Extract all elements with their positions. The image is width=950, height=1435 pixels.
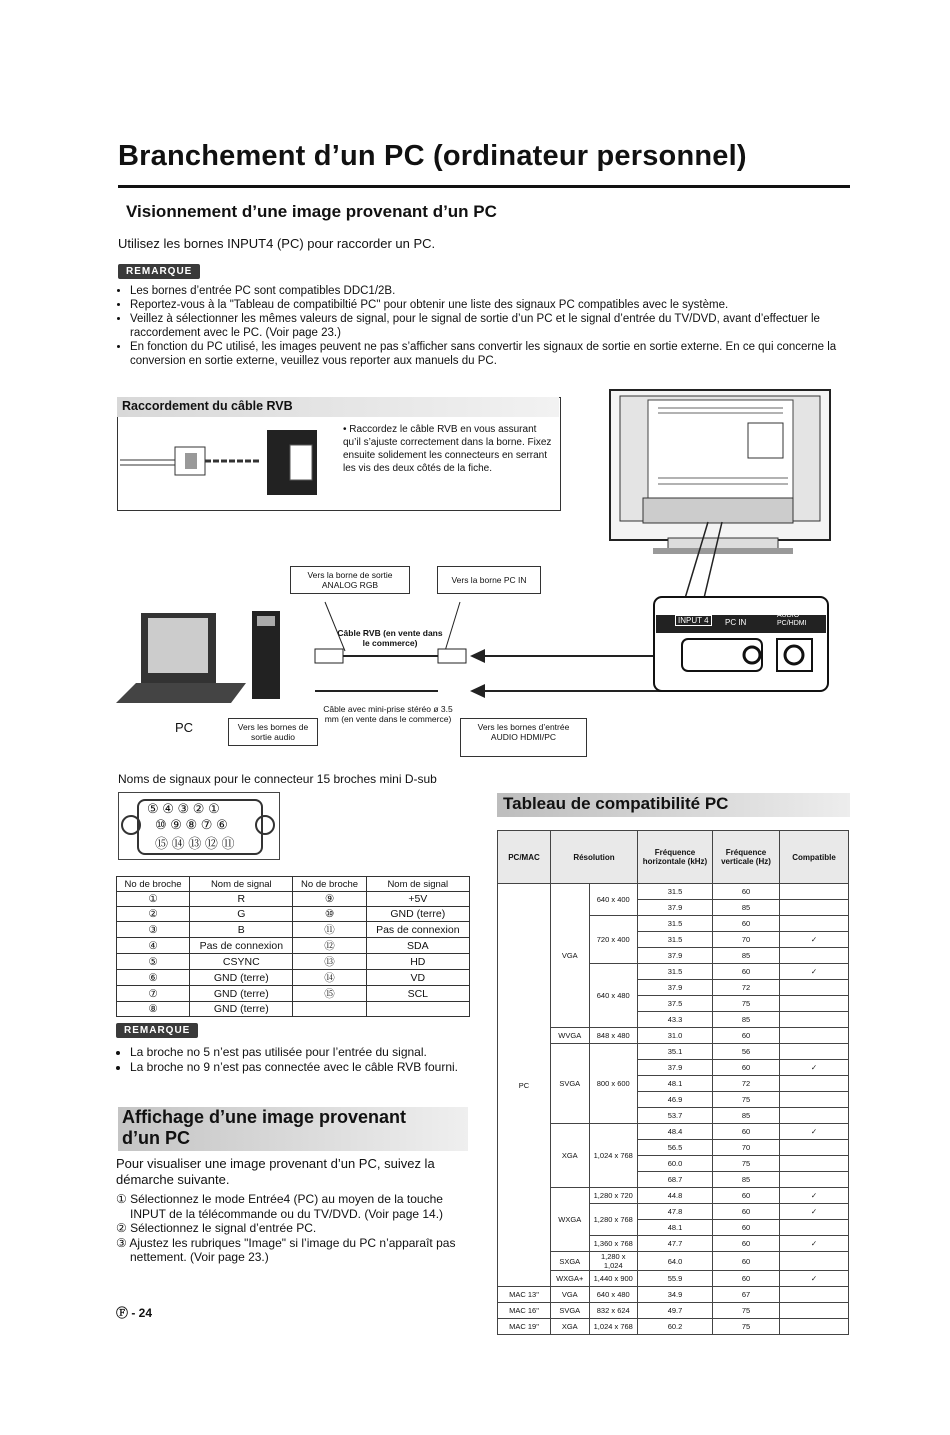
table-cell: ✓ (780, 932, 849, 948)
table-cell (780, 1303, 849, 1319)
table-cell: ⑮ (293, 986, 366, 1002)
table-cell: 1,360 x 768 (589, 1236, 638, 1252)
table-cell: 60 (713, 1252, 780, 1271)
table-cell: 37.9 (638, 980, 713, 996)
section-title: Visionnement d’une image provenant d’un PC (126, 202, 497, 221)
table-cell: +5V (366, 892, 469, 907)
table-cell: PC (498, 884, 551, 1287)
table-cell: VGA (551, 884, 590, 1028)
table-cell (780, 1319, 849, 1335)
table-cell (780, 1028, 849, 1044)
table-cell: 64.0 (638, 1252, 713, 1271)
table-cell: 43.3 (638, 1012, 713, 1028)
panel-pcin-label: PC IN (725, 618, 747, 627)
table-row (498, 884, 849, 900)
table-row (117, 986, 470, 1002)
header-cell: PC/MAC (498, 831, 551, 884)
header-cell: Nom de signal (190, 877, 293, 892)
table-cell: ① (117, 892, 190, 907)
table-cell: ⑪ (293, 922, 366, 938)
remarque-badge: REMARQUE (118, 264, 200, 279)
table-cell: 37.9 (638, 948, 713, 964)
table-cell: G (190, 907, 293, 922)
table-row (498, 1271, 849, 1287)
table-cell: 640 x 480 (589, 1287, 638, 1303)
table-cell: GND (terre) (366, 907, 469, 922)
affichage-steps (116, 1192, 476, 1265)
table-cell: 46.9 (638, 1092, 713, 1108)
table-cell: 56.5 (638, 1140, 713, 1156)
table-cell: ✓ (780, 1060, 849, 1076)
table-cell (780, 1172, 849, 1188)
table-cell: ⑩ (293, 907, 366, 922)
rvb-box-title: Raccordement du câble RVB (122, 399, 293, 413)
vga-plug-illustration (120, 425, 330, 500)
table-cell: ✓ (780, 1124, 849, 1140)
table-cell: HD (366, 954, 469, 970)
table-cell: 37.5 (638, 996, 713, 1012)
table-cell: 75 (713, 1156, 780, 1172)
table-cell (780, 996, 849, 1012)
note-item: • Veillez à sélectionner les mêmes valeurs de signal, pour le signal de sortie d’un PC et le signal d’entrée du TV/DVD, avant d’effectuer le raccordement avec le PC. (Voir page 23.) (130, 312, 870, 340)
table-cell: SCL (366, 986, 469, 1002)
table-cell: 85 (713, 948, 780, 964)
table-cell: 75 (713, 996, 780, 1012)
table-cell: 70 (713, 1140, 780, 1156)
compat-title: Tableau de compatibilité PC (503, 794, 729, 813)
table-cell: ⑧ (117, 1002, 190, 1017)
table-cell: 44.8 (638, 1188, 713, 1204)
table-cell: 75 (713, 1319, 780, 1335)
pc-illustration (116, 608, 286, 708)
header-cell: Nom de signal (366, 877, 469, 892)
table-cell: 31.5 (638, 932, 713, 948)
compat-table (497, 830, 849, 1335)
table-cell: 60 (713, 1204, 780, 1220)
label-pc-in: Vers la borne PC IN (437, 566, 541, 594)
pin-table-header (117, 877, 470, 892)
table-row (498, 1287, 849, 1303)
table-cell: 75 (713, 1303, 780, 1319)
table-cell: 60 (713, 1220, 780, 1236)
table-cell: 31.5 (638, 916, 713, 932)
table-cell (780, 1076, 849, 1092)
table-cell: ⑥ (117, 970, 190, 986)
table-cell (780, 1287, 849, 1303)
table-cell: 60 (713, 1060, 780, 1076)
table-cell: 60 (713, 964, 780, 980)
table-cell: 55.9 (638, 1271, 713, 1287)
compat-header-row (498, 831, 849, 884)
header-cell: No de broche (117, 877, 190, 892)
table-cell: 48.1 (638, 1076, 713, 1092)
table-cell: SVGA (551, 1303, 590, 1319)
cable-audio-label: Câble avec mini-prise stéréo ø 3.5 mm (en vente dans le commerce) (323, 704, 453, 724)
step-item: ① Sélectionnez le mode Entrée4 (PC) au moyen de la touche INPUT de la télécommande ou du TV/DVD. (Voir page 14.) (116, 1192, 444, 1221)
table-cell: ⑭ (293, 970, 366, 986)
table-cell: 60 (713, 916, 780, 932)
table-cell: SDA (366, 938, 469, 954)
table-cell: GND (terre) (190, 1002, 293, 1017)
step-item: ③ Ajustez les rubriques "Image" si l’image du PC n’apparaît pas nettement. (Voir page 23.) (116, 1235, 456, 1264)
table-cell (366, 1002, 469, 1017)
table-cell: 35.1 (638, 1044, 713, 1060)
table-cell: ✓ (780, 1188, 849, 1204)
table-cell: 31.5 (638, 964, 713, 980)
table-cell: 640 x 480 (589, 964, 638, 1028)
cable-rvb-label: Câble RVB (en vente dans le commerce) (337, 628, 443, 648)
table-cell: 68.7 (638, 1172, 713, 1188)
table-cell: 56 (713, 1044, 780, 1060)
table-cell: WVGA (551, 1028, 590, 1044)
page-title: Branchement d’un PC (ordinateur personnel) (118, 140, 747, 172)
table-row (117, 907, 470, 922)
table-cell (780, 1220, 849, 1236)
table-cell: MAC 19" (498, 1319, 551, 1335)
note-item: • La broche no 5 n’est pas utilisée pour l’entrée du signal. (130, 1045, 490, 1060)
rvb-box-text: • Raccordez le câble RVB en vous assurant qu’il s’ajuste correctement dans la borne. Fixez ensuite solidement les connecteurs en serrant les vis des deux côtés de la fiche. (343, 424, 552, 474)
table-cell (780, 884, 849, 900)
table-cell: 85 (713, 900, 780, 916)
table-row (498, 1124, 849, 1140)
table-cell: 70 (713, 932, 780, 948)
pin-row-2: ⑩ ⑨ ⑧ ⑦ ⑥ (155, 817, 228, 832)
table-cell: 31.0 (638, 1028, 713, 1044)
table-cell (780, 1012, 849, 1028)
table-cell: 47.7 (638, 1236, 713, 1252)
table-cell: VD (366, 970, 469, 986)
table-cell: 75 (713, 1092, 780, 1108)
header-cell: Fréquence verticale (Hz) (713, 831, 780, 884)
table-cell: MAC 16" (498, 1303, 551, 1319)
table-cell: 48.4 (638, 1124, 713, 1140)
table-cell: 640 x 400 (589, 884, 638, 916)
table-row (117, 892, 470, 907)
table-cell (780, 980, 849, 996)
table-cell: 1,280 x 1,024 (589, 1252, 638, 1271)
table-cell (780, 1252, 849, 1271)
table-cell: WXGA+ (551, 1271, 590, 1287)
remarque-badge-2: REMARQUE (116, 1023, 198, 1038)
pin-row-3: ⑮ ⑭ ⑬ ⑫ ⑪ (155, 836, 235, 851)
table-cell (293, 1002, 366, 1017)
table-cell (780, 1108, 849, 1124)
table-cell: 1,280 x 720 (589, 1188, 638, 1204)
table-cell: 34.9 (638, 1287, 713, 1303)
table-cell: ② (117, 907, 190, 922)
table-cell: 1,440 x 900 (589, 1271, 638, 1287)
table-cell: 49.7 (638, 1303, 713, 1319)
table-cell: XGA (551, 1319, 590, 1335)
table-cell: 60 (713, 1236, 780, 1252)
connector-caption: Noms de signaux pour le connecteur 15 broches mini D-sub (118, 772, 437, 786)
affichage-title-line: Affichage d’une image provenant (122, 1107, 407, 1127)
pc-label: PC (175, 720, 194, 735)
tv-connector-panel (652, 595, 830, 695)
table-cell: 60.0 (638, 1156, 713, 1172)
table-cell: 832 x 624 (589, 1303, 638, 1319)
table-cell: Pas de connexion (366, 922, 469, 938)
table-cell: MAC 13" (498, 1287, 551, 1303)
table-cell: 848 x 480 (589, 1028, 638, 1044)
table-row (498, 1028, 849, 1044)
table-cell: 53.7 (638, 1108, 713, 1124)
table-cell: 85 (713, 1108, 780, 1124)
table-cell: ③ (117, 922, 190, 938)
table-cell: ⑬ (293, 954, 366, 970)
table-row (117, 1002, 470, 1017)
table-cell: ✓ (780, 1271, 849, 1287)
table-cell: 1,024 x 768 (589, 1319, 638, 1335)
table-cell: ④ (117, 938, 190, 954)
table-cell (780, 1092, 849, 1108)
table-cell: 37.9 (638, 900, 713, 916)
table-cell: 72 (713, 980, 780, 996)
table-cell: 60 (713, 1028, 780, 1044)
affichage-title (122, 1107, 406, 1149)
note-item: • La broche no 9 n’est pas connectée avec le câble RVB fourni. (130, 1060, 490, 1075)
table-row (498, 1303, 849, 1319)
table-cell: 85 (713, 1172, 780, 1188)
table-cell: SVGA (551, 1044, 590, 1124)
table-cell (780, 948, 849, 964)
table-cell: CSYNC (190, 954, 293, 970)
table-cell (780, 1156, 849, 1172)
table-cell: ✓ (780, 964, 849, 980)
table-cell: ⑤ (117, 954, 190, 970)
table-cell (780, 900, 849, 916)
table-cell: 67 (713, 1287, 780, 1303)
panel-input-label: INPUT 4 (675, 615, 712, 626)
table-row (117, 954, 470, 970)
intro-text: Utilisez les bornes INPUT4 (PC) pour raccorder un PC. (118, 236, 436, 251)
header-cell: Compatible (780, 831, 849, 884)
table-cell: R (190, 892, 293, 907)
table-cell: 60 (713, 1188, 780, 1204)
table-cell: 1,280 x 768 (589, 1204, 638, 1236)
table-row (498, 1252, 849, 1271)
table-cell: ⑦ (117, 986, 190, 1002)
table-cell: 72 (713, 1076, 780, 1092)
affichage-paragraph: Pour visualiser une image provenant d’un PC, suivez la démarche suivante. (116, 1156, 435, 1187)
table-cell (780, 1044, 849, 1060)
page-number: Ⓕ - 24 (116, 1306, 153, 1320)
label-audio-out: Vers les bornes de sortie audio (228, 718, 318, 746)
table-cell: B (190, 922, 293, 938)
table-row (117, 938, 470, 954)
header-cell: Résolution (551, 831, 638, 884)
table-cell: 720 x 400 (589, 916, 638, 964)
title-rule (118, 185, 850, 188)
header-cell: Fréquence horizontale (kHz) (638, 831, 713, 884)
table-cell: Pas de connexion (190, 938, 293, 954)
table-cell: 60 (713, 1124, 780, 1140)
table-cell (780, 916, 849, 932)
label-analog-rgb: Vers la borne de sortie ANALOG RGB (290, 566, 410, 594)
pin-row-1: ⑤ ④ ③ ② ① (147, 801, 220, 816)
table-cell: ⑫ (293, 938, 366, 954)
notes2-list (116, 1045, 490, 1075)
table-cell: 60 (713, 884, 780, 900)
table-cell: GND (terre) (190, 986, 293, 1002)
table-cell: ✓ (780, 1204, 849, 1220)
header-cell: No de broche (293, 877, 366, 892)
table-cell: GND (terre) (190, 970, 293, 986)
table-cell: ✓ (780, 1236, 849, 1252)
table-cell: 48.1 (638, 1220, 713, 1236)
table-cell: 37.9 (638, 1060, 713, 1076)
table-cell: 31.5 (638, 884, 713, 900)
note-item: • Reportez-vous à la "Tableau de compatibiltié PC" pour obtenir une liste des signaux PC compatibles avec le système. (130, 298, 870, 312)
connector-illustration (118, 792, 280, 860)
table-row (498, 1044, 849, 1060)
panel-audio-label: AUDIO PC/HDMI (777, 612, 807, 627)
label-audio-in: Vers les bornes d’entrée AUDIO HDMI/PC (460, 718, 587, 757)
table-cell: 60 (713, 1271, 780, 1287)
table-row (498, 1319, 849, 1335)
table-cell: 60.2 (638, 1319, 713, 1335)
table-cell: ⑨ (293, 892, 366, 907)
table-row (498, 1188, 849, 1204)
table-cell: 1,024 x 768 (589, 1124, 638, 1188)
table-cell: SXGA (551, 1252, 590, 1271)
note-item: • En fonction du PC utilisé, les images peuvent ne pas s’afficher sans convertir les signaux de sortie en sortie externe. En ce qui concerne la conversion en sortie externe, veuillez vous reporter aux manuels du PC. (130, 340, 870, 368)
notes-list (116, 284, 870, 368)
table-cell: XGA (551, 1124, 590, 1188)
affichage-title-line: d’un PC (122, 1128, 190, 1148)
table-cell (780, 1140, 849, 1156)
table-row (117, 970, 470, 986)
table-cell: VGA (551, 1287, 590, 1303)
table-cell: WXGA (551, 1188, 590, 1252)
pin-table (116, 876, 470, 1017)
note-item: • Les bornes d’entrée PC sont compatibles DDC1/2B. (130, 284, 870, 298)
table-cell: 47.8 (638, 1204, 713, 1220)
step-item: ② Sélectionnez le signal d’entrée PC. (116, 1221, 317, 1235)
table-cell: 800 x 600 (589, 1044, 638, 1124)
table-row (117, 922, 470, 938)
table-cell: 85 (713, 1012, 780, 1028)
